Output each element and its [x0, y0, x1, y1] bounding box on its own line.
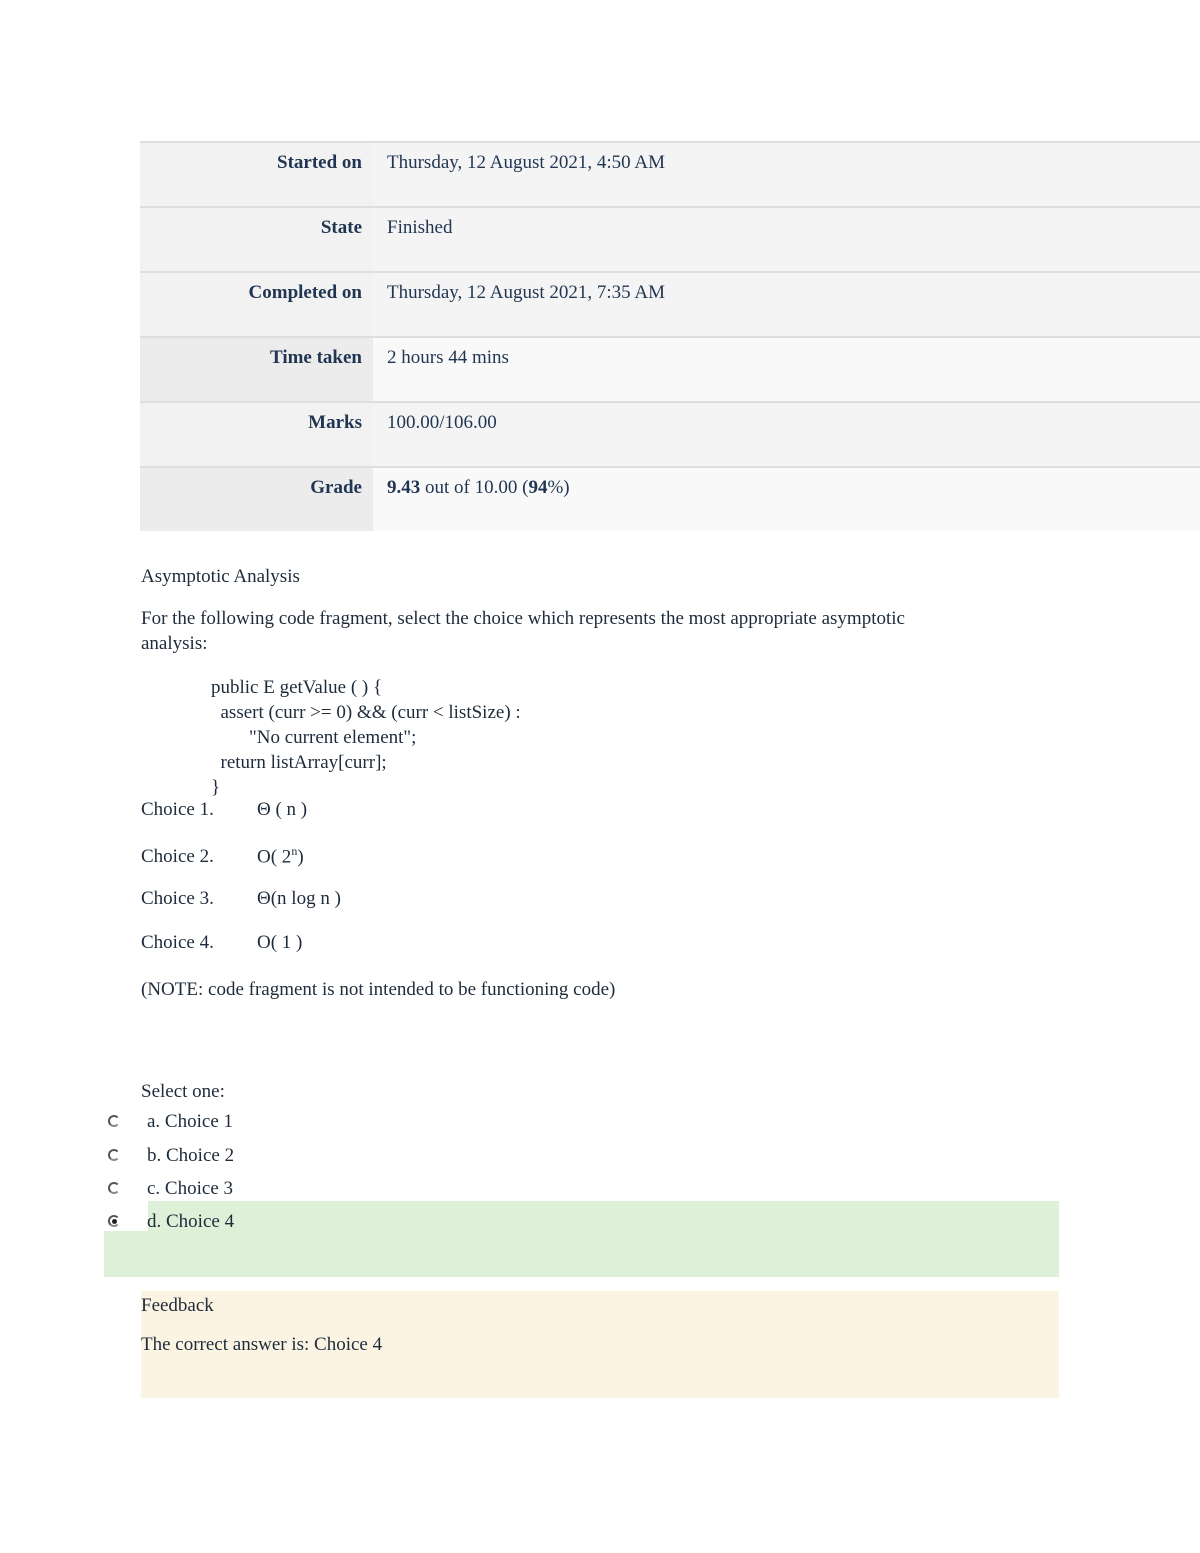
answer-label[interactable]: c. Choice 3 — [147, 1178, 234, 1199]
choice-label: Choice 3. — [141, 888, 214, 909]
radio-icon[interactable] — [108, 1115, 120, 1127]
summary-label: Marks — [140, 403, 373, 466]
choice-label: Choice 4. — [141, 932, 214, 953]
radio-icon[interactable] — [108, 1149, 120, 1161]
summary-label: State — [140, 208, 373, 271]
choice-value: O( 1 ) — [257, 932, 303, 953]
summary-label: Started on — [140, 143, 373, 206]
answer-label[interactable]: b. Choice 2 — [147, 1145, 235, 1166]
choice-value: Θ ( n ) — [257, 799, 308, 820]
summary-row-marks — [140, 401, 1200, 466]
summary-value: Thursday, 12 August 2021, 4:50 AM — [373, 143, 1200, 206]
question-prompt-line2: analysis: — [141, 633, 208, 654]
choice-exponent: n — [291, 844, 298, 858]
summary-row-time-taken — [140, 336, 1200, 401]
summary-row-state — [140, 206, 1200, 271]
choice-value: Θ(n log n ) — [257, 888, 341, 909]
summary-value: 2 hours 44 mins — [373, 338, 1200, 401]
summary-row-grade — [140, 466, 1200, 531]
summary-label: Grade — [140, 468, 373, 531]
summary-label: Completed on — [140, 273, 373, 336]
choice-2-row — [141, 844, 304, 868]
choice-4-row — [141, 932, 302, 954]
feedback-title: Feedback — [141, 1295, 214, 1316]
choice-label: Choice 1. — [141, 799, 214, 820]
summary-row-completed-on — [140, 271, 1200, 336]
summary-value: Finished — [373, 208, 1200, 271]
feedback-correct-answer: The correct answer is: Choice 4 — [141, 1334, 383, 1355]
code-line: public E getValue ( ) { — [211, 677, 383, 698]
summary-value: 100.00/106.00 — [373, 403, 1200, 466]
choice-value: O( 2 — [257, 846, 292, 868]
choice-1-row — [141, 799, 307, 821]
radio-checked-icon[interactable] — [108, 1215, 120, 1227]
radio-icon[interactable] — [108, 1182, 120, 1194]
question-title: Asymptotic Analysis — [141, 566, 300, 587]
summary-label: Time taken — [140, 338, 373, 401]
answer-label[interactable]: a. Choice 1 — [147, 1111, 234, 1132]
answer-label[interactable]: d. Choice 4 — [147, 1211, 235, 1232]
choice-3-row — [141, 888, 341, 910]
summary-value: Thursday, 12 August 2021, 7:35 AM — [373, 273, 1200, 336]
question-prompt-line1: For the following code fragment, select the choice which represents the most appropriate asymptotic — [141, 608, 905, 629]
grade-suffix: %) — [547, 477, 570, 498]
grade-percent: 94 — [528, 477, 548, 498]
choice-value-close: ) — [297, 846, 304, 868]
code-line: assert (curr >= 0) && (curr < listSize) : — [211, 702, 521, 723]
correct-answer-highlight — [104, 1201, 1059, 1277]
select-one-label: Select one: — [141, 1081, 225, 1102]
grade-middle: out of 10.00 ( — [420, 477, 529, 498]
feedback-box — [141, 1291, 1059, 1398]
code-line: } — [211, 777, 221, 798]
code-line: return listArray[curr]; — [211, 752, 387, 773]
choice-label: Choice 2. — [141, 846, 214, 868]
grade-score: 9.43 — [387, 477, 421, 498]
grade-value — [373, 468, 1200, 531]
attempt-summary-table — [140, 141, 1200, 531]
question-note: (NOTE: code fragment is not intended to be functioning code) — [141, 979, 616, 1000]
code-line: "No current element"; — [211, 727, 417, 748]
summary-row-started-on — [140, 141, 1200, 206]
